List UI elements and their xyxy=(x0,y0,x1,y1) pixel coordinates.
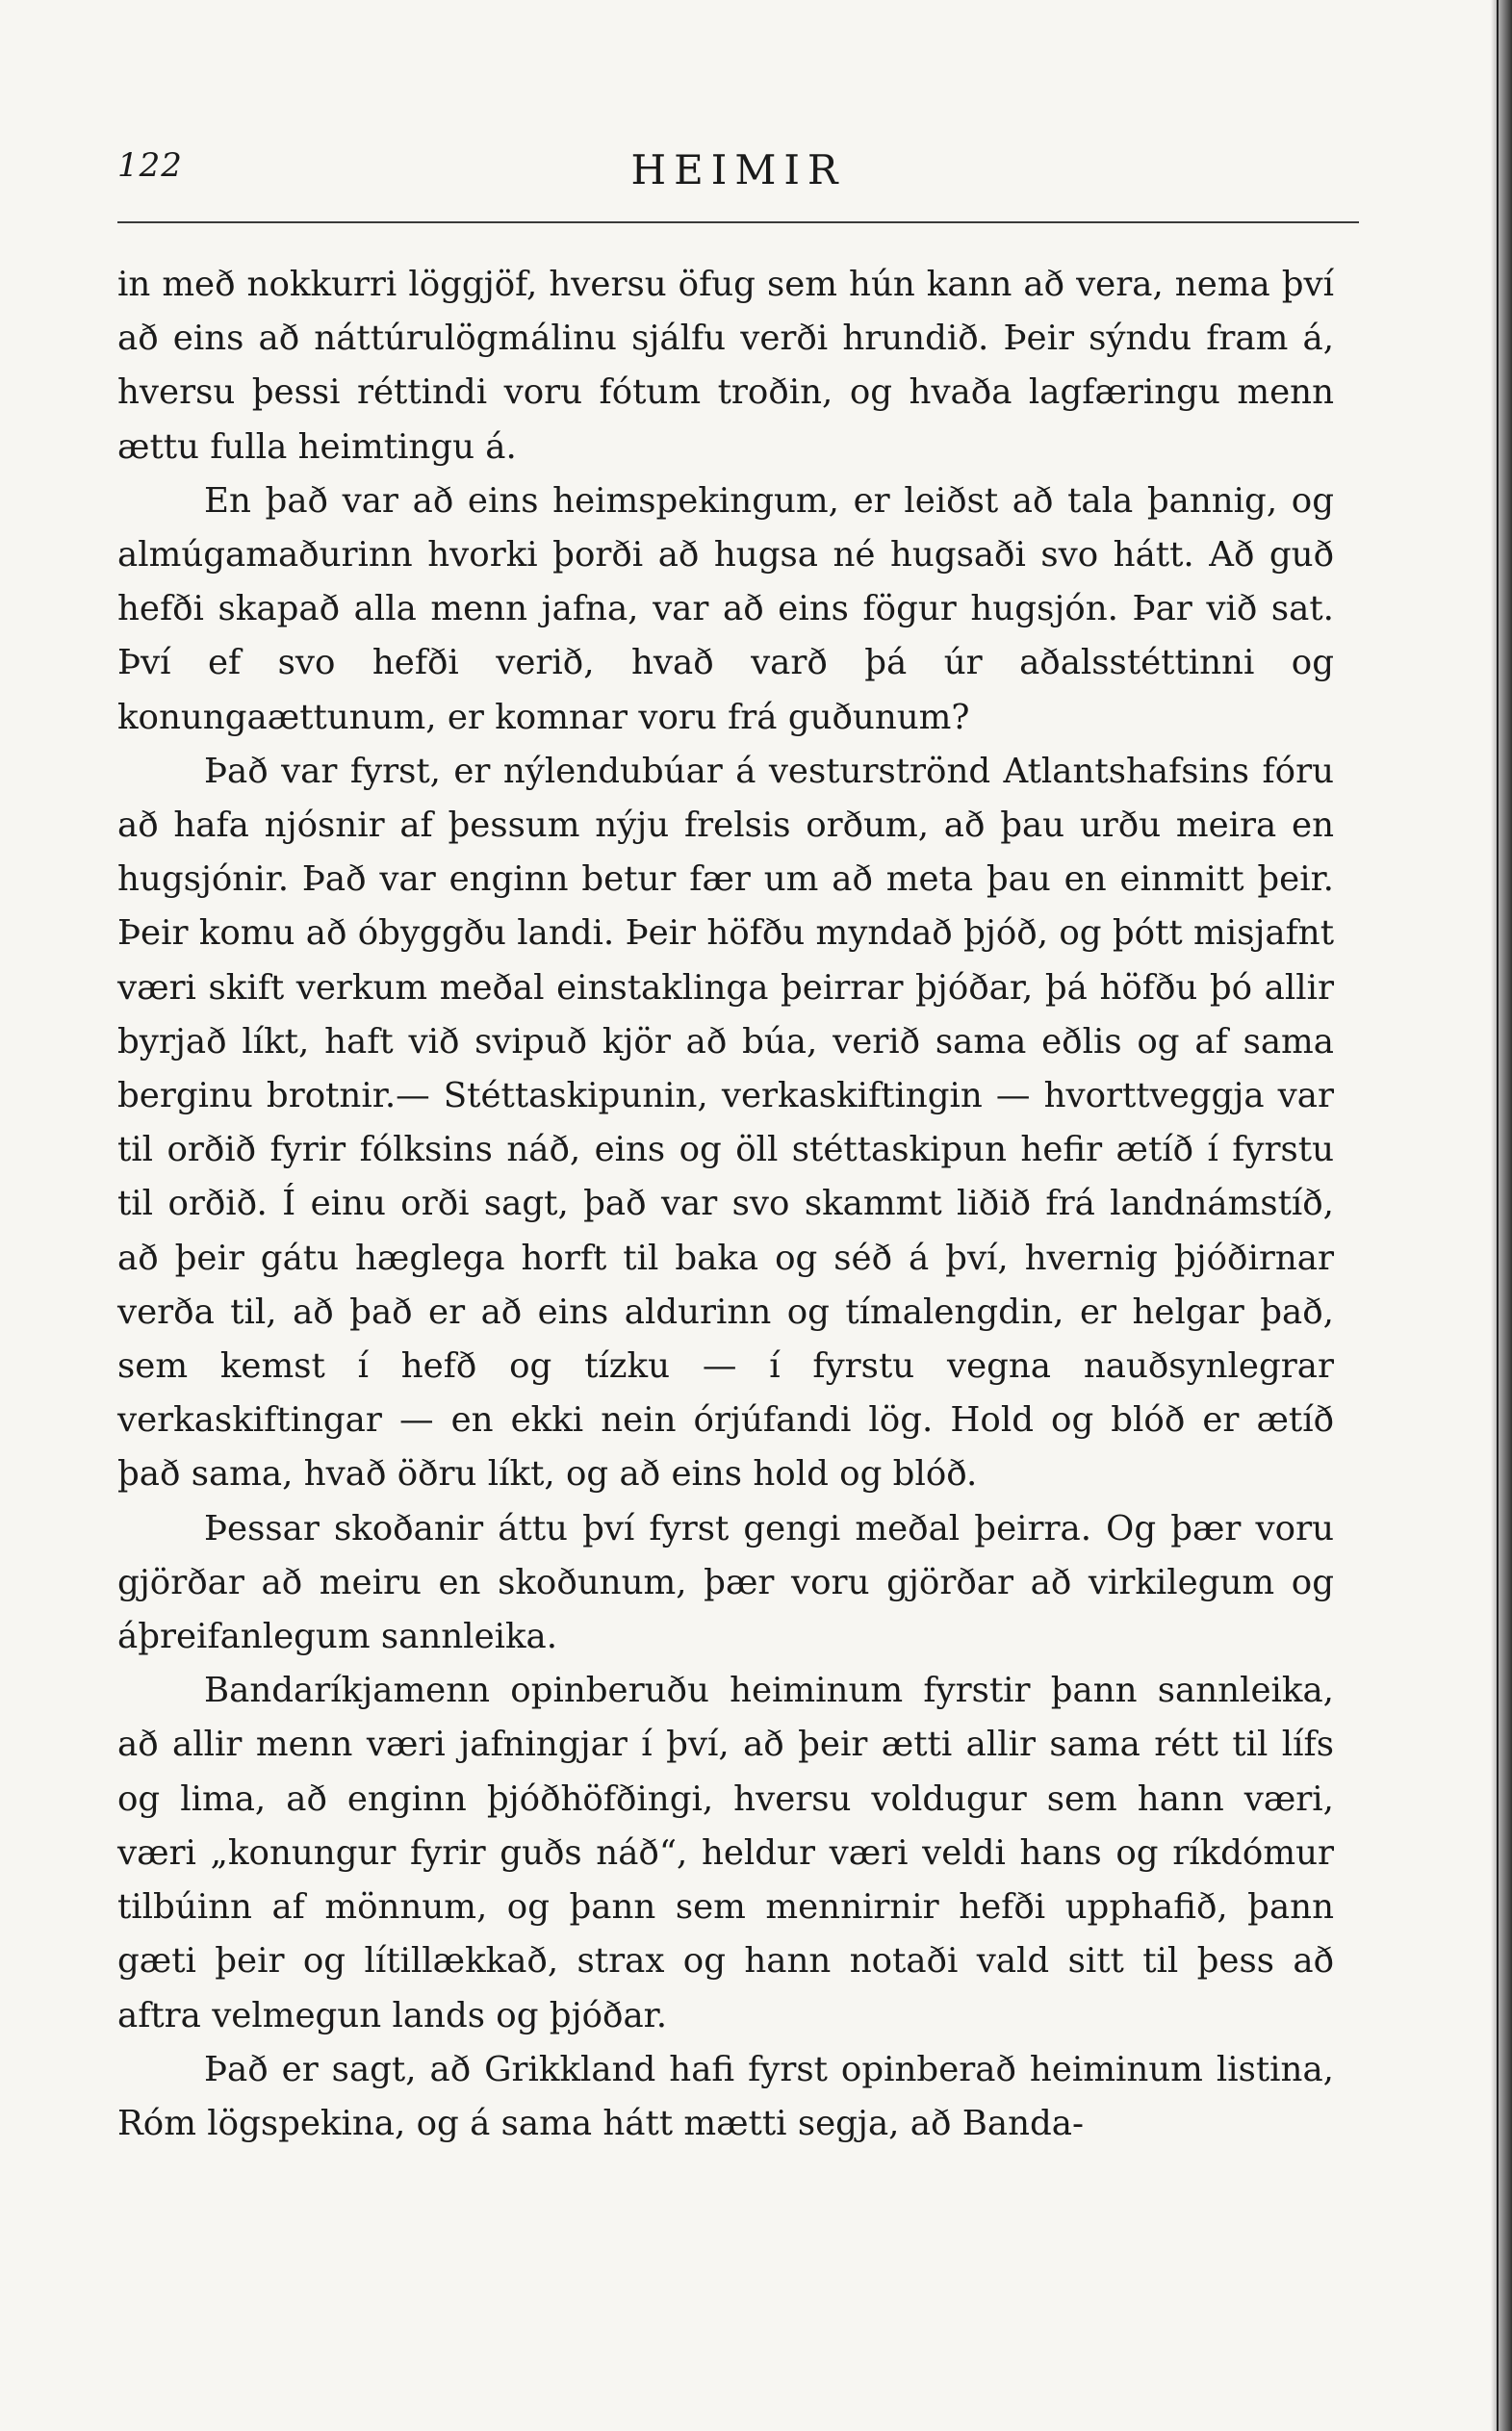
paragraph-6: Það er sagt, að Grikkland hafi fyrst opinberað heiminum listina, Róm lögspekina, og á sama hátt mætti segja, að Banda- xyxy=(117,2049,1334,2143)
paragraph-3: Það var fyrst, er nýlendubúar á vesturströnd Atlantshafsins fóru að hafa njósnir af þessum nýju frelsis orðum, að þau urðu meira en hugsjónir. Það var enginn betur fær um að meta þau en einmitt þeir. Þeir komu að óbyggðu landi. Þeir höfðu myndað þjóð, og þótt misjafnt væri skift verkum meðal einstaklinga þeirrar þjóðar, þá höfðu þó allir byrjað líkt, haft við svipuð kjör að búa, verið sama eðlis og af sama berginu brotnir.— Stéttaskipunin, verkaskiftingin — hvorttveggja var til orðið fyrir fólksins náð, eins og öll stéttaskipun hefir ætíð í fyrstu til orðið. Í einu orði sagt, það var svo skammt liðið frá landnámstíð, að þeir gátu hæglega horft til baka og séð á því, hvernig þjóðirnar verða til, að það er að eins aldurinn og tímalengdin, er helgar það, sem kemst í hefð og tízku — í fyrstu vegna nauðsynlegrar verkaskiftingar — en ekki nein órjúfandi lög. Hold og blóð er ætíð það sama, hvað öðru líkt, og að eins hold og blóð. xyxy=(117,751,1334,1495)
body-text xyxy=(117,258,1334,2151)
paragraph-2: En það var að eins heimspekingum, er leiðst að tala þannig, og almúgamaðurinn hvorki þorði að hugsa né hugsaði svo hátt. Að guð hefði skapað alla menn jafna, var að eins fögur hugsjón. Þar við sat. Því ef svo hefði verið, hvað varð þá úr aðalsstéttinni og konungaættunum, er komnar voru frá guðunum? xyxy=(117,480,1334,737)
running-title: HEIMIR xyxy=(630,146,846,193)
page-edge-shadow xyxy=(1491,0,1512,2431)
page-edge-line xyxy=(1497,0,1499,2431)
header-rule xyxy=(117,221,1359,223)
paragraph-4: Þessar skoðanir áttu því fyrst gengi meðal þeirra. Og þær voru gjörðar að meiru en skoðunum, þær voru gjörðar að virkilegum og áþreifanlegum sannleika. xyxy=(117,1508,1334,1657)
paragraph-5: Bandaríkjamenn opinberuðu heiminum fyrstir þann sannleika, að allir menn væri jafningjar í því, að þeir ætti allir sama rétt til lífs og lima, að enginn þjóðhöfðingi, hversu voldugur sem hann væri, væri „konungur fyrir guðs náð“, heldur væri veldi hans og ríkdómur tilbúinn af mönnum, og þann sem mennirnir hefði upphafið, þann gæti þeir og lítillækkað, strax og hann notaði vald sitt til þess að aftra velmegun lands og þjóðar. xyxy=(117,1671,1334,2035)
paragraph-1: in með nokkurri löggjöf, hversu öfug sem hún kann að vera, nema því að eins að náttúrulögmálinu sjálfu verði hrundið. Þeir sýndu fram á, hversu þessi réttindi voru fótum troðin, og hvaða lagfæringu menn ættu fulla heimtingu á. xyxy=(117,265,1334,467)
page-number: 122 xyxy=(117,146,183,185)
running-head xyxy=(117,146,1359,204)
